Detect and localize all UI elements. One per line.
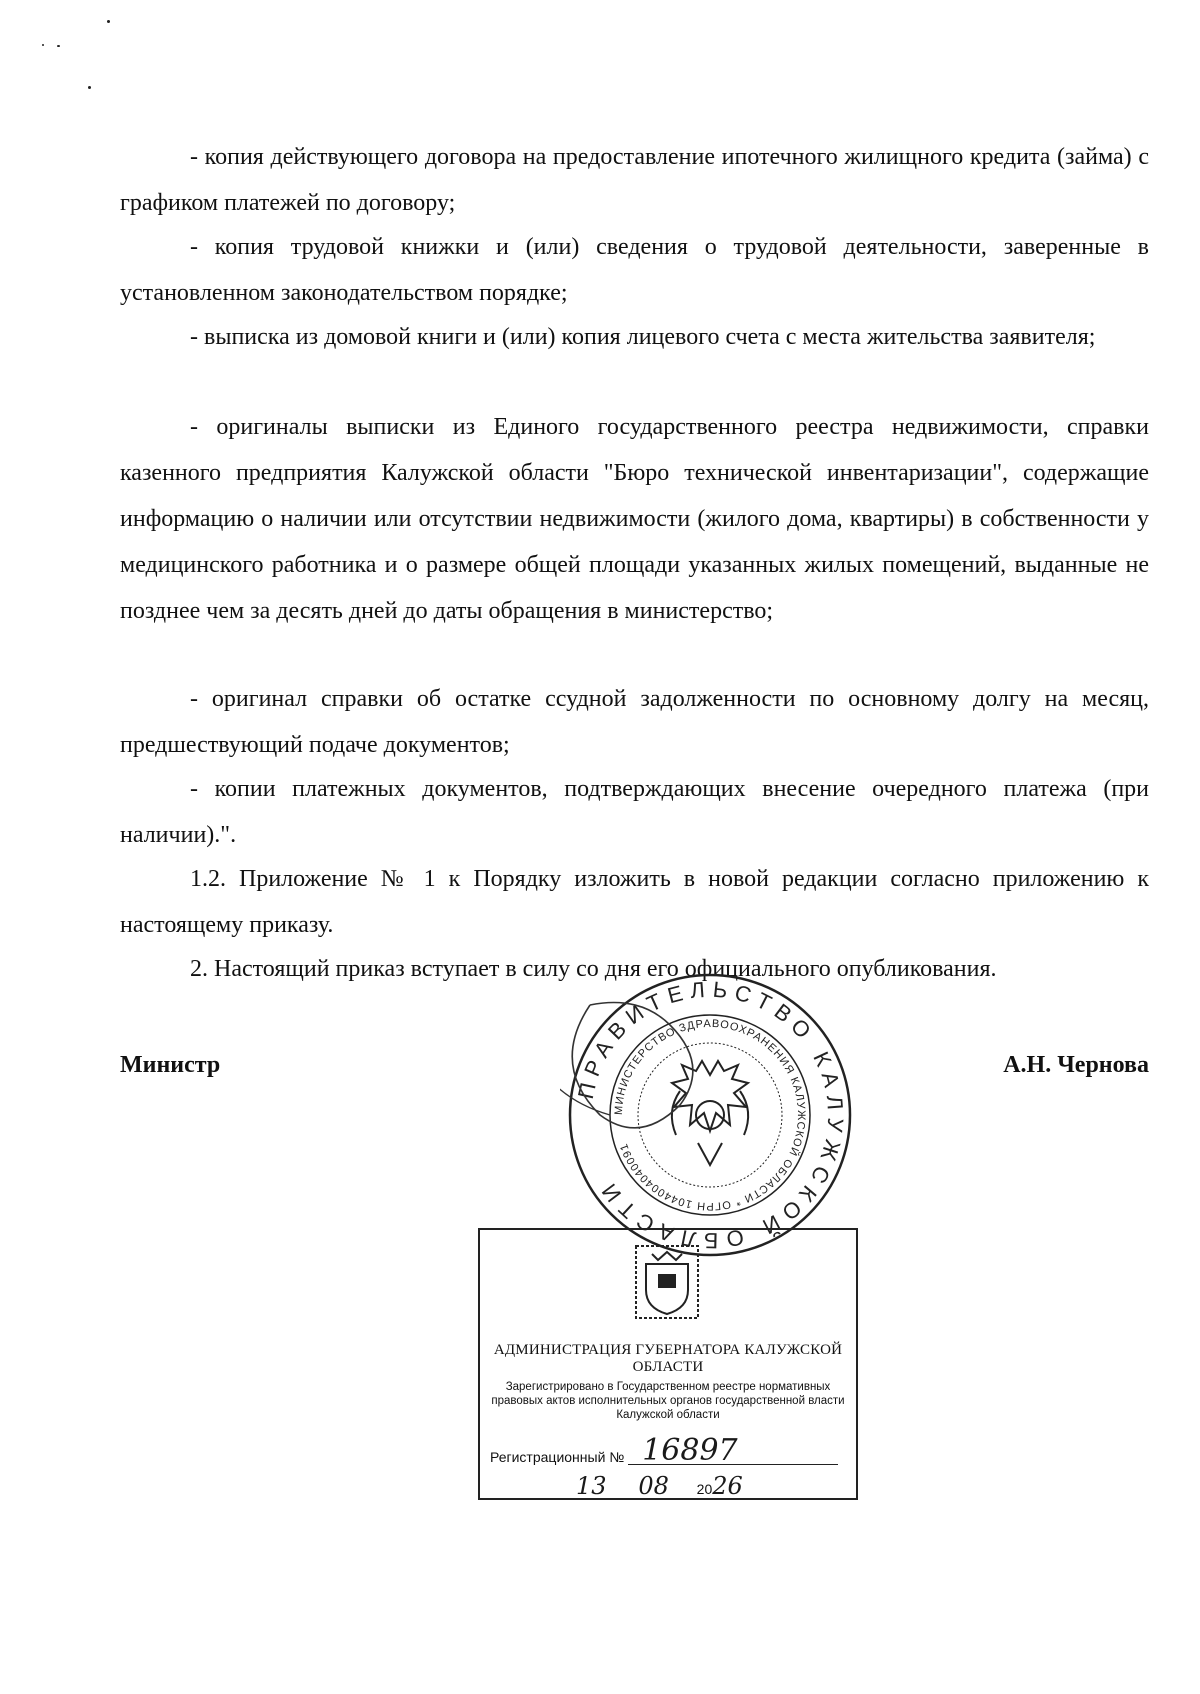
registration-stamp (478, 1228, 858, 1500)
svg-text:ПРАВИТЕЛЬСТВО КАЛУЖСКОЙ ОБЛАСТ: ПРАВИТЕЛЬСТВО КАЛУЖСКОЙ ОБЛАСТИ (572, 976, 849, 1254)
stamp-number-label: Регистрационный № (490, 1449, 625, 1465)
stamp-number-value: 16897 (642, 1433, 738, 1468)
stamp-authority: АДМИНИСТРАЦИЯ ГУБЕРНАТОРА КАЛУЖСКОЙ ОБЛАСТИ (493, 1342, 843, 1375)
scan-speck (88, 86, 91, 89)
paragraph-appendix-revision: 1.2. Приложение № 1 к Порядку изложить в новой редакции согласно приложению к настоящему приказу. (120, 866, 1149, 938)
paragraph-loan-balance: - оригинал справки об остатке ссудной задолженности по основному долгу на месяц, предшествующий подаче документов; (120, 686, 1149, 758)
paragraph-house-book: - выписка из домовой книги и (или) копия лицевого счета с места жительства заявителя; (190, 324, 1096, 350)
signature-name: А.Н. Чернова (1003, 1052, 1149, 1078)
stamp-date-year-suffix: 26 (712, 1472, 743, 1500)
stamp-number-row (490, 1433, 838, 1468)
eagle-emblem-icon (672, 1061, 748, 1165)
scan-speck (42, 44, 44, 46)
stamp-date-year-prefix: 20 (696, 1481, 713, 1497)
stamp-date-day: 13 (576, 1472, 607, 1500)
svg-text:МИНИСТЕРСТВО ЗДРАВООХРАНЕНИЯ К: МИНИСТЕРСТВО ЗДРАВООХРАНЕНИЯ КАЛУЖСКОЙ ОБЛАСТИ * ОГРН 1044004040091 (612, 1017, 808, 1213)
signature-title: Министр (120, 1052, 221, 1078)
stamp-date-month: 08 (638, 1472, 669, 1500)
official-seal (560, 965, 860, 1265)
paragraph-mortgage-contract: - копия действующего договора на предоставление ипотечного жилищного кредита (займа) с графиком платежей по договору; (120, 144, 1149, 216)
stamp-registration-text: Зарегистрировано в Государственном реестре нормативных правовых актов исполнительных органов государственной власти Калужской области (491, 1381, 845, 1421)
paragraph-registry-extracts: - оригиналы выписки из Единого государственного реестра недвижимости, справки казенного предприятия Калужской области "Бюро технической инвентаризации", содержащие информацию о наличии или отсутствии недвижимости (жилого дома, квартиры) в собственности у медицинского работника и о размере общей площади указанных жилых помещений, выданные не позднее чем за десять дней до даты обращения в министерство; (120, 414, 1149, 624)
stamp-number-line (628, 1433, 838, 1468)
stamp-date-row (576, 1472, 743, 1500)
scan-speck (57, 45, 60, 47)
paragraph-payment-documents: - копии платежных документов, подтверждающих внесение очередного платежа (при наличии).". (120, 776, 1149, 848)
paragraph-work-record: - копия трудовой книжки и (или) сведения о трудовой деятельности, заверенные в установленном законодательством порядке; (120, 234, 1149, 306)
scan-speck (107, 20, 110, 23)
paragraph-effective-date: 2. Настоящий приказ вступает в силу со дня его официального опубликования. (190, 956, 997, 982)
kaluga-coat-of-arms-icon (632, 1242, 702, 1322)
